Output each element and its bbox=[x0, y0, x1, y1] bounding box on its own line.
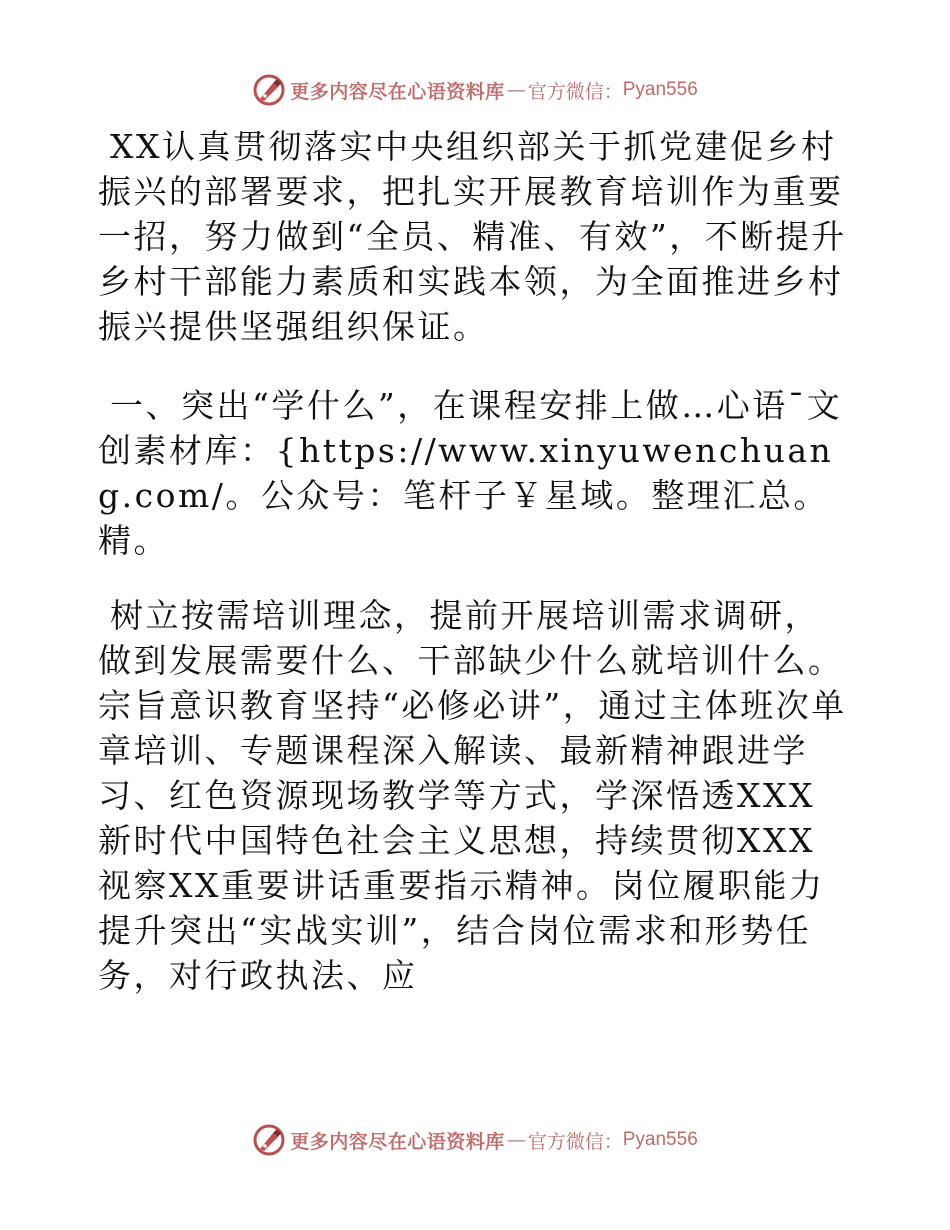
banner-wechat-id: Pyan556 bbox=[622, 1129, 698, 1150]
banner-separator: — bbox=[506, 79, 526, 101]
paragraph-training-detail: 树立按需培训理念，提前开展培训需求调研，做到发展需要什么、干部缺少什么就培训什么。宗旨意识教育坚持“必修必讲”，通过主体班次单章培训、专题课程深入解读、最新精神跟进学习、红色资源现场教学等方式，学深悟透XXX新时代中国特色社会主义思想，持续贯彻XXX视察XX重要讲话重要指示精神。岗位履职能力提升突出“实战实训”，结合岗位需求和形势任务，对行政执法、应 bbox=[98, 596, 847, 995]
header-banner bbox=[0, 70, 950, 110]
banner-wechat-label: 官方微信： bbox=[527, 1130, 623, 1153]
banner-wechat-id: Pyan556 bbox=[622, 79, 698, 100]
banner-site-text: 更多内容尽在心语资料库 bbox=[290, 80, 505, 103]
footer-banner bbox=[0, 1120, 950, 1160]
paragraph-section-heading: 一、突出“学什么”，在课程安排上做…心语¯文创素材库：{https://www.xinyuwenchuang.com/。公众号：笔杆子￥星域。整理汇总。精。 bbox=[98, 386, 843, 560]
banner-wechat-label: 官方微信： bbox=[527, 80, 623, 103]
banner-site-text: 更多内容尽在心语资料库 bbox=[290, 1130, 505, 1153]
paragraph-intro: XX认真贯彻落实中央组织部关于抓党建促乡村振兴的部署要求，把扎实开展教育培训作为重要一招，努力做到“全员、精准、有效”，不断提升乡村干部能力素质和实践本领，为全面推进乡村振兴提供坚强组织保证。 bbox=[98, 127, 847, 346]
pen-nib-circle-icon bbox=[252, 1123, 286, 1157]
banner-separator: — bbox=[506, 1129, 526, 1151]
document-body bbox=[98, 124, 850, 1024]
pen-nib-circle-icon bbox=[252, 73, 286, 107]
